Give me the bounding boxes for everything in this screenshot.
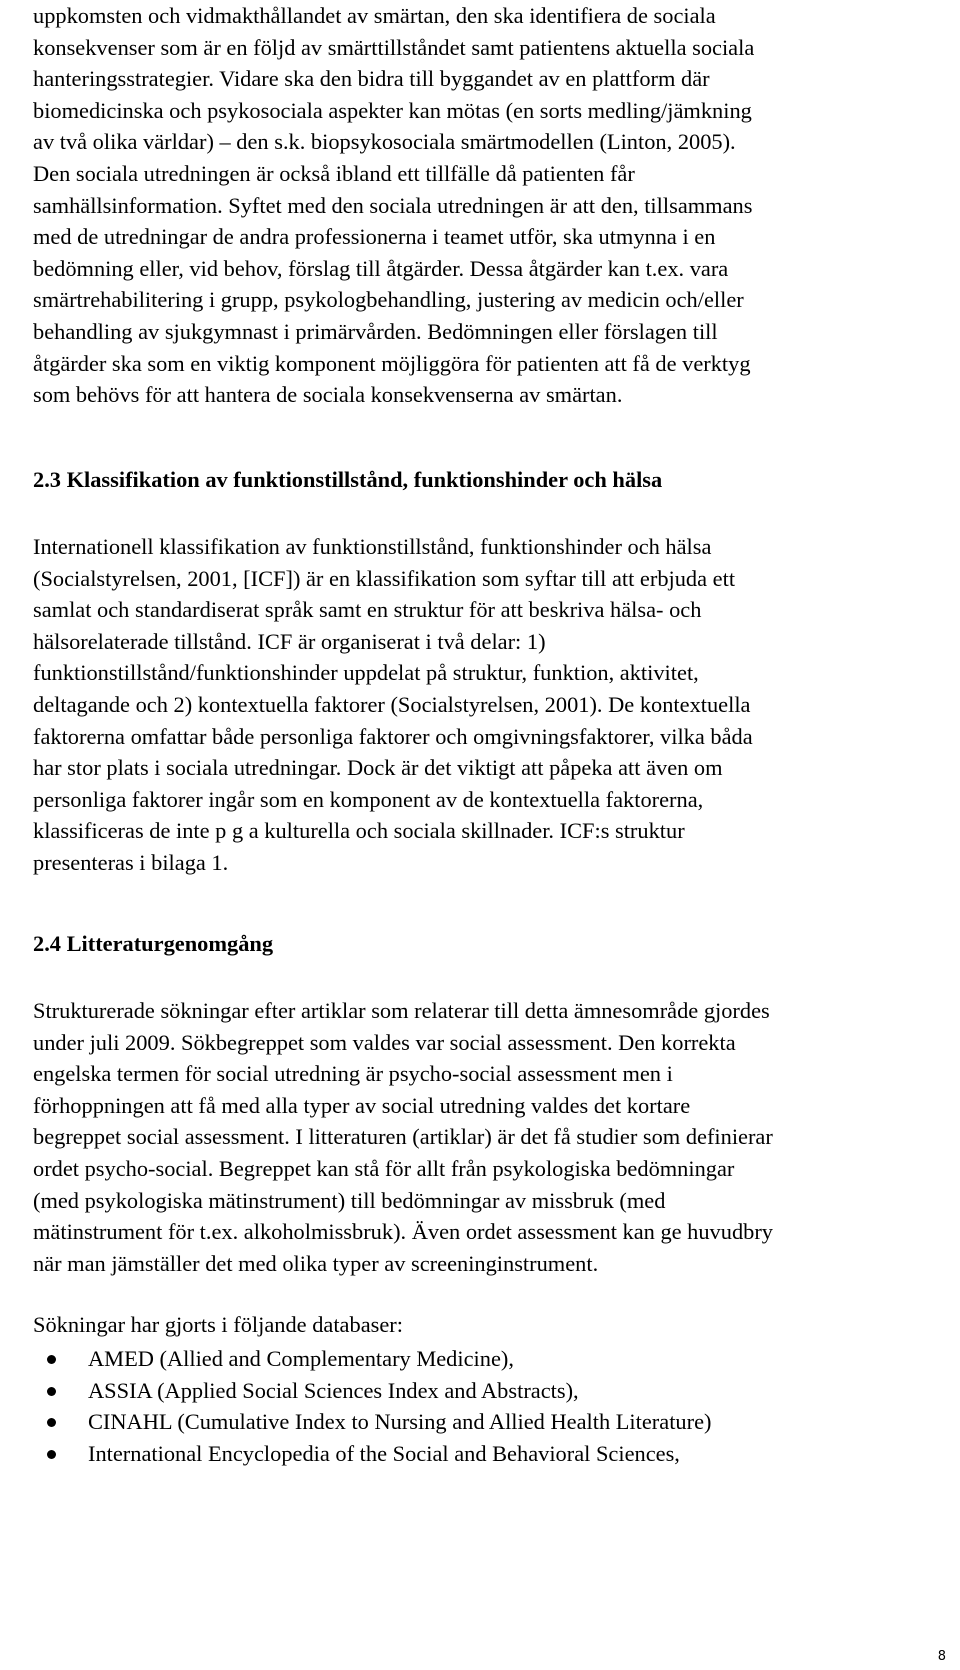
list-item-text: International Encyclopedia of the Social and Behavioral Sciences, bbox=[88, 1440, 680, 1466]
section-2-3-paragraph bbox=[33, 531, 753, 879]
page-number: 8 bbox=[937, 1649, 946, 1664]
bullet-icon bbox=[47, 1450, 56, 1459]
list-item bbox=[33, 1406, 711, 1438]
section-heading-2-4: 2.4 Litteraturgenomgång bbox=[33, 931, 274, 956]
text-line: (Socialstyrelsen, 2001, [ICF]) är en klassifikation som syftar till att erbjuda ett bbox=[33, 565, 736, 591]
text-line: engelska termen för social utredning är psycho-social assessment men i bbox=[33, 1061, 673, 1087]
bullet-icon bbox=[47, 1418, 56, 1427]
text-line: av två olika världar) – den s.k. biopsykosociala smärtmodellen (Linton, 2005). bbox=[33, 129, 736, 155]
text-line: hanteringsstrategier. Vidare ska den bidra till byggandet av en plattform där bbox=[33, 66, 710, 92]
list-item-text: CINAHL (Cumulative Index to Nursing and Allied Health Literature) bbox=[88, 1409, 712, 1435]
text-line: biomedicinska och psykosociala aspekter kan mötas (en sorts medling/jämkning bbox=[33, 97, 752, 123]
intro-paragraph bbox=[33, 0, 754, 411]
text-line: när man jämställer det med olika typer av screeninginstrument. bbox=[33, 1250, 599, 1276]
text-line: personliga faktorer ingår som en komponent av de kontextuella faktorerna, bbox=[33, 786, 704, 812]
text-line: Strukturerade sökningar efter artiklar som relaterar till detta ämnesområde gjordes bbox=[33, 998, 770, 1023]
text-line: under juli 2009. Sökbegreppet som valdes var social assessment. Den korrekta bbox=[33, 1029, 736, 1055]
database-list bbox=[33, 1343, 711, 1469]
section-2-4-paragraph bbox=[33, 995, 773, 1279]
text-line: faktorerna omfattar både personliga faktorer och omgivningsfaktorer, vilka båda bbox=[33, 723, 753, 749]
list-item bbox=[33, 1375, 711, 1407]
text-line: samlat och standardiserat språk samt en struktur för att beskriva hälsa- och bbox=[33, 597, 702, 623]
text-line: ordet psycho-social. Begreppet kan stå för allt från psykologiska bedömningar bbox=[33, 1155, 735, 1181]
text-line: som behövs för att hantera de sociala konsekvenserna av smärtan. bbox=[33, 382, 623, 408]
text-line: åtgärder ska som en viktig komponent möjliggöra för patienten att få de verktyg bbox=[33, 350, 751, 376]
text-line: samhällsinformation. Syftet med den sociala utredningen är att den, tillsammans bbox=[33, 192, 753, 218]
text-line: bedömning eller, vid behov, förslag till åtgärder. Dessa åtgärder kan t.ex. vara bbox=[33, 255, 729, 281]
text-line: (med psykologiska mätinstrument) till bedömningar av missbruk (med bbox=[33, 1187, 666, 1213]
bullet-icon bbox=[47, 1387, 56, 1396]
list-item-text: ASSIA (Applied Social Sciences Index and Abstracts), bbox=[88, 1377, 579, 1403]
section-heading-2-3: 2.3 Klassifikation av funktionstillstånd, funktionshinder och hälsa bbox=[33, 467, 663, 492]
text-line: deltagande och 2) kontextuella faktorer (Socialstyrelsen, 2001). De kontextuella bbox=[33, 691, 751, 717]
list-item bbox=[33, 1343, 711, 1375]
text-line: konsekvenser som är en följd av smärttillståndet samt patientens aktuella sociala bbox=[33, 34, 755, 60]
text-line: Sökningar har gjorts i följande databaser: bbox=[33, 1312, 403, 1337]
databases-intro bbox=[33, 1309, 403, 1341]
list-item bbox=[33, 1438, 711, 1470]
text-line: smärtrehabilitering i grupp, psykologbehandling, justering av medicin och/eller bbox=[33, 287, 744, 313]
text-line: begreppet social assessment. I litteraturen (artiklar) är det få studier som definierar bbox=[33, 1124, 773, 1150]
text-line: behandling av sjukgymnast i primärvården. Bedömningen eller förslagen till bbox=[33, 318, 718, 344]
text-line: förhoppningen att få med alla typer av social utredning valdes det kortare bbox=[33, 1092, 691, 1118]
text-line: presenteras i bilaga 1. bbox=[33, 849, 229, 875]
text-line: Den sociala utredningen är också ibland ett tillfälle då patienten får bbox=[33, 160, 635, 186]
text-line: Internationell klassifikation av funktionstillstånd, funktionshinder och hälsa bbox=[33, 534, 712, 559]
text-line: funktionstillstånd/funktionshinder uppdelat på struktur, funktion, aktivitet, bbox=[33, 660, 699, 686]
text-line: uppkomsten och vidmakthållandet av smärtan, den ska identifiera de sociala bbox=[33, 3, 716, 28]
list-item-text: AMED (Allied and Complementary Medicine), bbox=[88, 1346, 514, 1371]
text-line: klassificeras de inte p g a kulturella och sociala skillnader. ICF:s struktur bbox=[33, 818, 685, 844]
text-line: har stor plats i sociala utredningar. Dock är det viktigt att påpeka att även om bbox=[33, 755, 723, 781]
text-line: hälsorelaterade tillstånd. ICF är organiserat i två delar: 1) bbox=[33, 628, 546, 654]
text-line: med de utredningar de andra professionerna i teamet utför, ska utmynna i en bbox=[33, 224, 716, 250]
text-line: mätinstrument för t.ex. alkoholmissbruk). Även ordet assessment kan ge huvudbry bbox=[33, 1219, 773, 1245]
bullet-icon bbox=[47, 1355, 56, 1364]
